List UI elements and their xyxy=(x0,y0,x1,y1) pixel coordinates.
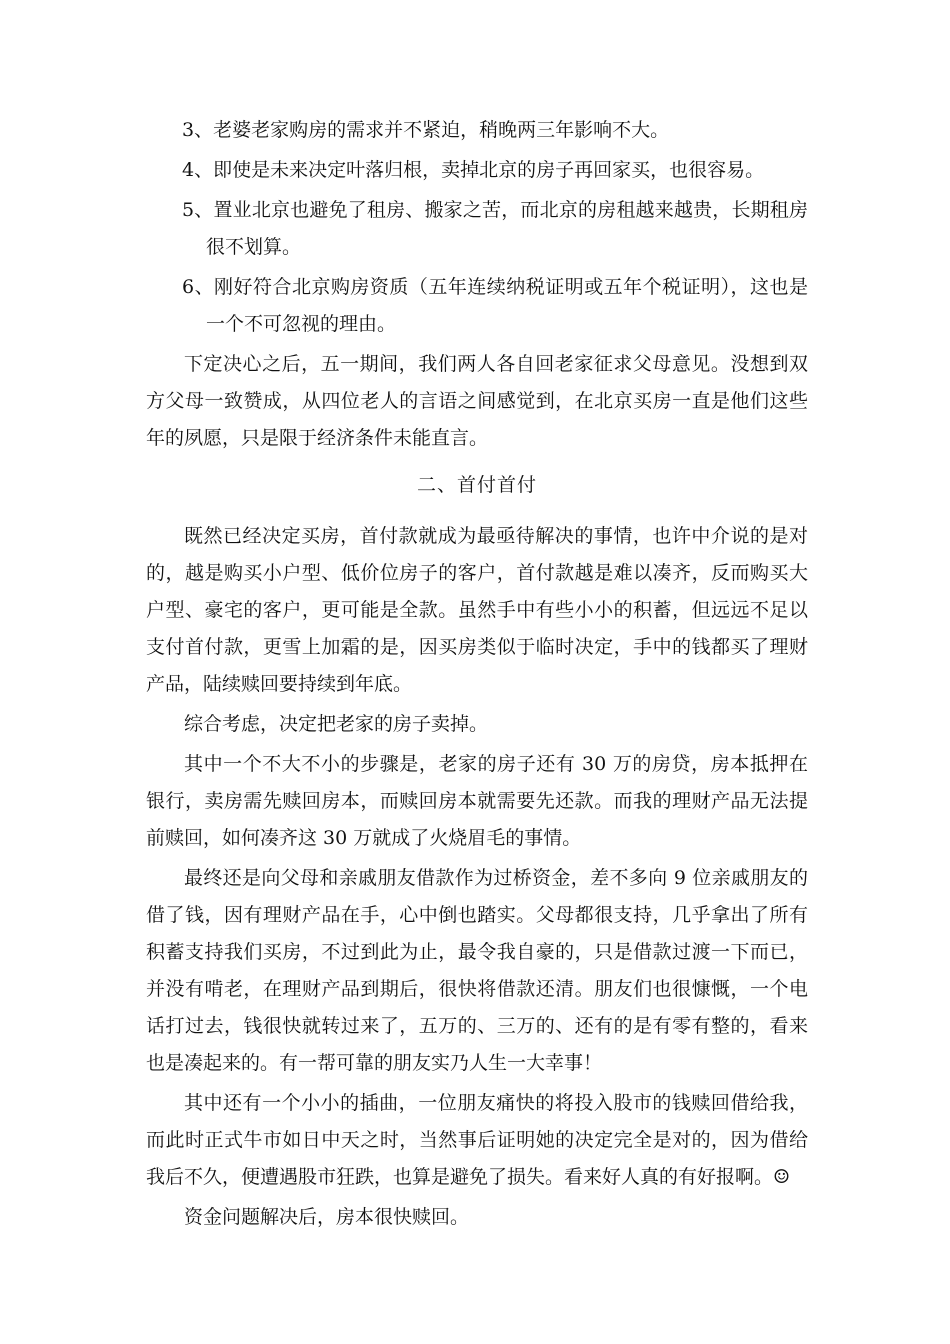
paragraph: 既然已经决定买房，首付款就成为最亟待解决的事情，也许中介说的是对的，越是购买小户型、低价位房子的客户，首付款越是难以凑齐，反而购买大户型、豪宅的客户，更可能是全款。虽然手中有些小小的积蓄，但远远不足以支付首付款，更雪上加霜的是，因买房类似于临时决定，手中的钱都买了理财产品，陆续赎回要持续到年底。 xyxy=(146,525,808,695)
list-item: 5、置业北京也避免了租房、搬家之苦，而北京的房租越来越贵，长期租房很不划算。 xyxy=(182,199,808,258)
paragraph: 资金问题解决后，房本很快赎回。 xyxy=(184,1206,470,1228)
paragraph: 综合考虑，决定把老家的房子卖掉。 xyxy=(184,713,489,735)
paragraph: 其中还有一个小小的插曲，一位朋友痛快的将投入股市的钱赎回借给我，而此时正式牛市如日中天之时，当然事后证明她的决定完全是对的，因为借给我后不久，便遭遇股市狂跌，也算是避免了损失。看来好人真的有好报啊。☺ xyxy=(146,1092,808,1188)
paragraph: 其中一个不大不小的步骤是，老家的房子还有 30 万的房贷，房本抵押在银行，卖房需先赎回房本，而赎回房本就需要先还款。而我的理财产品无法提前赎回，如何凑齐这 30 万就成了火烧眉毛的事情。 xyxy=(146,753,808,849)
list-item: 3、老婆老家购房的需求并不紧迫，稍晚两三年影响不大。 xyxy=(182,119,670,141)
paragraph: 最终还是向父母和亲戚朋友借款作为过桥资金，差不多向 9 位亲戚朋友的借了钱，因有理财产品在手，心中倒也踏实。父母都很支持，几乎拿出了所有积蓄支持我们买房，不过到此为止，最令我自豪的，只是借款过渡一下而已，并没有啃老，在理财产品到期后，很快将借款还清。朋友们也很慷慨，一个电话打过去，钱很快就转过来了，五万的、三万的、还有的是有零有整的，看来也是凑起来的。有一帮可靠的朋友实乃人生一大幸事！ xyxy=(146,867,808,1074)
paragraph: 下定决心之后，五一期间，我们两人各自回老家征求父母意见。没想到双方父母一致赞成，从四位老人的言语之间感觉到，在北京买房一直是他们这些年的夙愿，只是限于经济条件未能直言。 xyxy=(146,353,808,449)
list-item: 6、刚好符合北京购房资质（五年连续纳税证明或五年个税证明），这也是一个不可忽视的理由。 xyxy=(182,276,808,335)
document-body xyxy=(146,112,808,1236)
section-heading: 二、首付首付 xyxy=(416,474,537,496)
list-item: 4、即使是未来决定叶落归根，卖掉北京的房子再回家买，也很容易。 xyxy=(182,159,765,181)
